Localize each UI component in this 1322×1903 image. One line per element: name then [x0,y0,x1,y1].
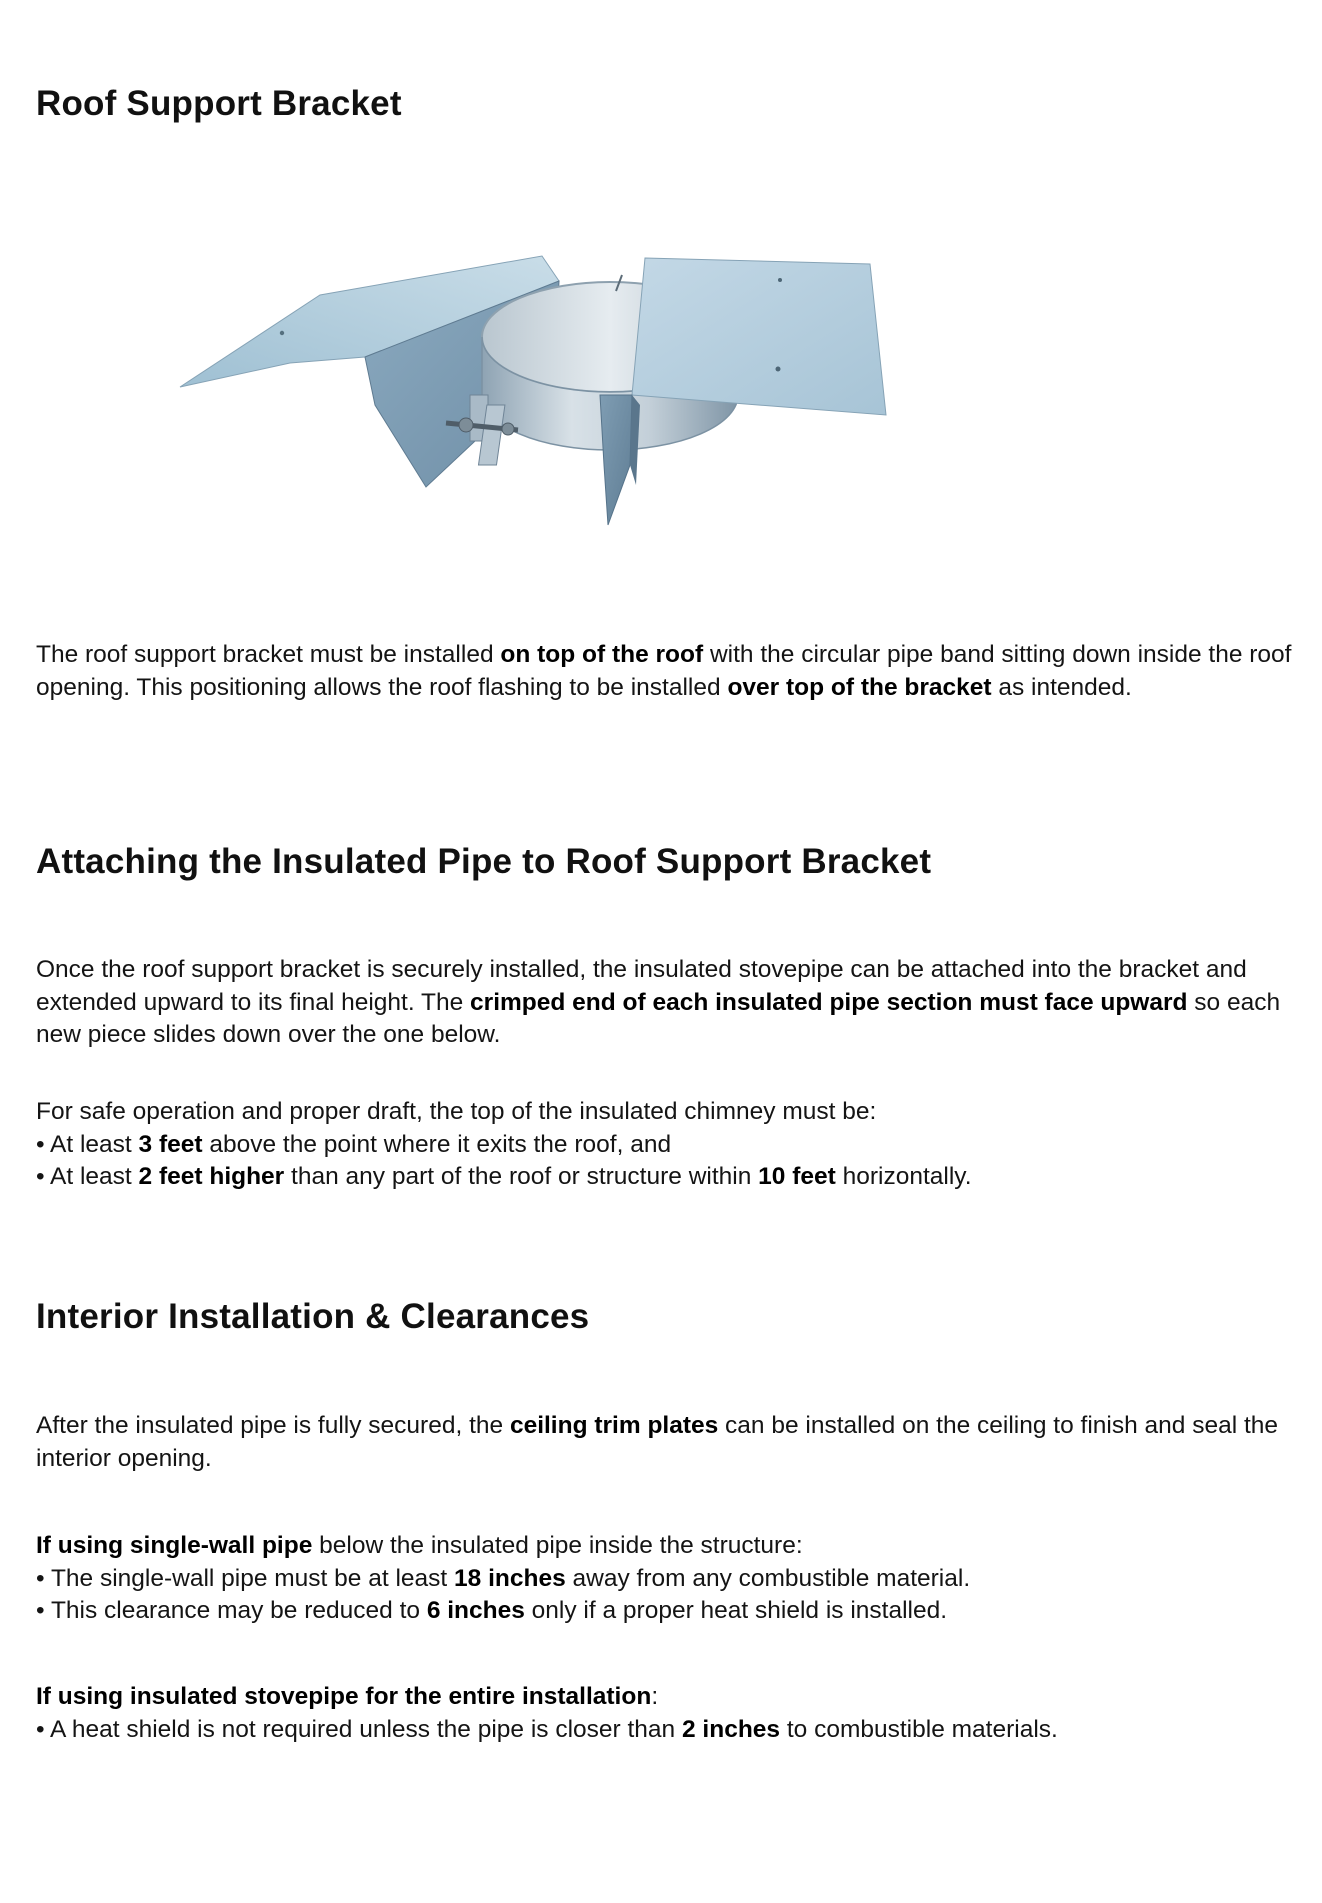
bold-emphasis: on top of the roof [500,641,704,668]
bold-emphasis: crimped end of each insulated pipe section must face upward [470,988,1188,1016]
section-heading-attaching-pipe: Attaching the Insulated Pipe to Roof Support Bracket [36,842,932,881]
bold-emphasis: 2 inches [681,1715,781,1743]
attaching-paragraph-2: For safe operation and proper draft, the top of the insulated chimney must be: • At least 3 feet above the point where it exits the roof, and • At least 2 feet higher than any part of the roof or structure within 10 feet horizontally. [36,1098,972,1190]
interior-paragraph-1: After the insulated pipe is fully secured, the ceiling trim plates can be installed on the ceiling to finish and seal the interior opening. [36,1412,1279,1472]
bold-emphasis: 2 feet higher [138,1163,285,1190]
right-flange-plate [632,258,886,415]
interior-paragraph-3: If using insulated stovepipe for the entire installation: • A heat shield is not required unless the pipe is closer than 2 inches to combustible materials. [36,1683,1058,1743]
bold-emphasis: 18 inches [454,1564,566,1592]
interior-paragraph-2: If using single-wall pipe below the insulated pipe inside the structure: • The single-wall pipe must be at least 18 inches away from any combustible material. • This clearance may be reduced to 6 inches only if a proper heat shield is installed. [36,1532,971,1624]
bold-emphasis: If using insulated stovepipe for the entire installation [36,1683,652,1710]
bold-emphasis: If using single-wall pipe [36,1532,313,1559]
bold-emphasis: 3 feet [138,1130,203,1158]
bold-emphasis: 10 feet [758,1163,836,1190]
attaching-paragraph-1: Once the roof support bracket is securely installed, the insulated stovepipe can be attached into the bracket and extended upward to its final height. The crimped end of each insulated pipe section must face upward so each new piece slides down over the one below. [36,956,1281,1048]
roof-support-bracket-image [170,255,1050,535]
section-heading-interior-installation: Interior Installation & Clearances [36,1297,590,1336]
roof-bracket-paragraph: The roof support bracket must be installed on top of the roof with the circular pipe band sitting down inside the roof opening. This positioning allows the roof flashing to be installed over top of the bracket as intended. [36,641,1292,701]
bold-emphasis: 6 inches [426,1597,525,1624]
bold-emphasis: over top of the bracket [727,673,992,701]
right-flange-wall [600,395,632,525]
section-heading-roof-support-bracket: Roof Support Bracket [36,84,402,123]
bold-emphasis: ceiling trim plates [509,1412,719,1439]
